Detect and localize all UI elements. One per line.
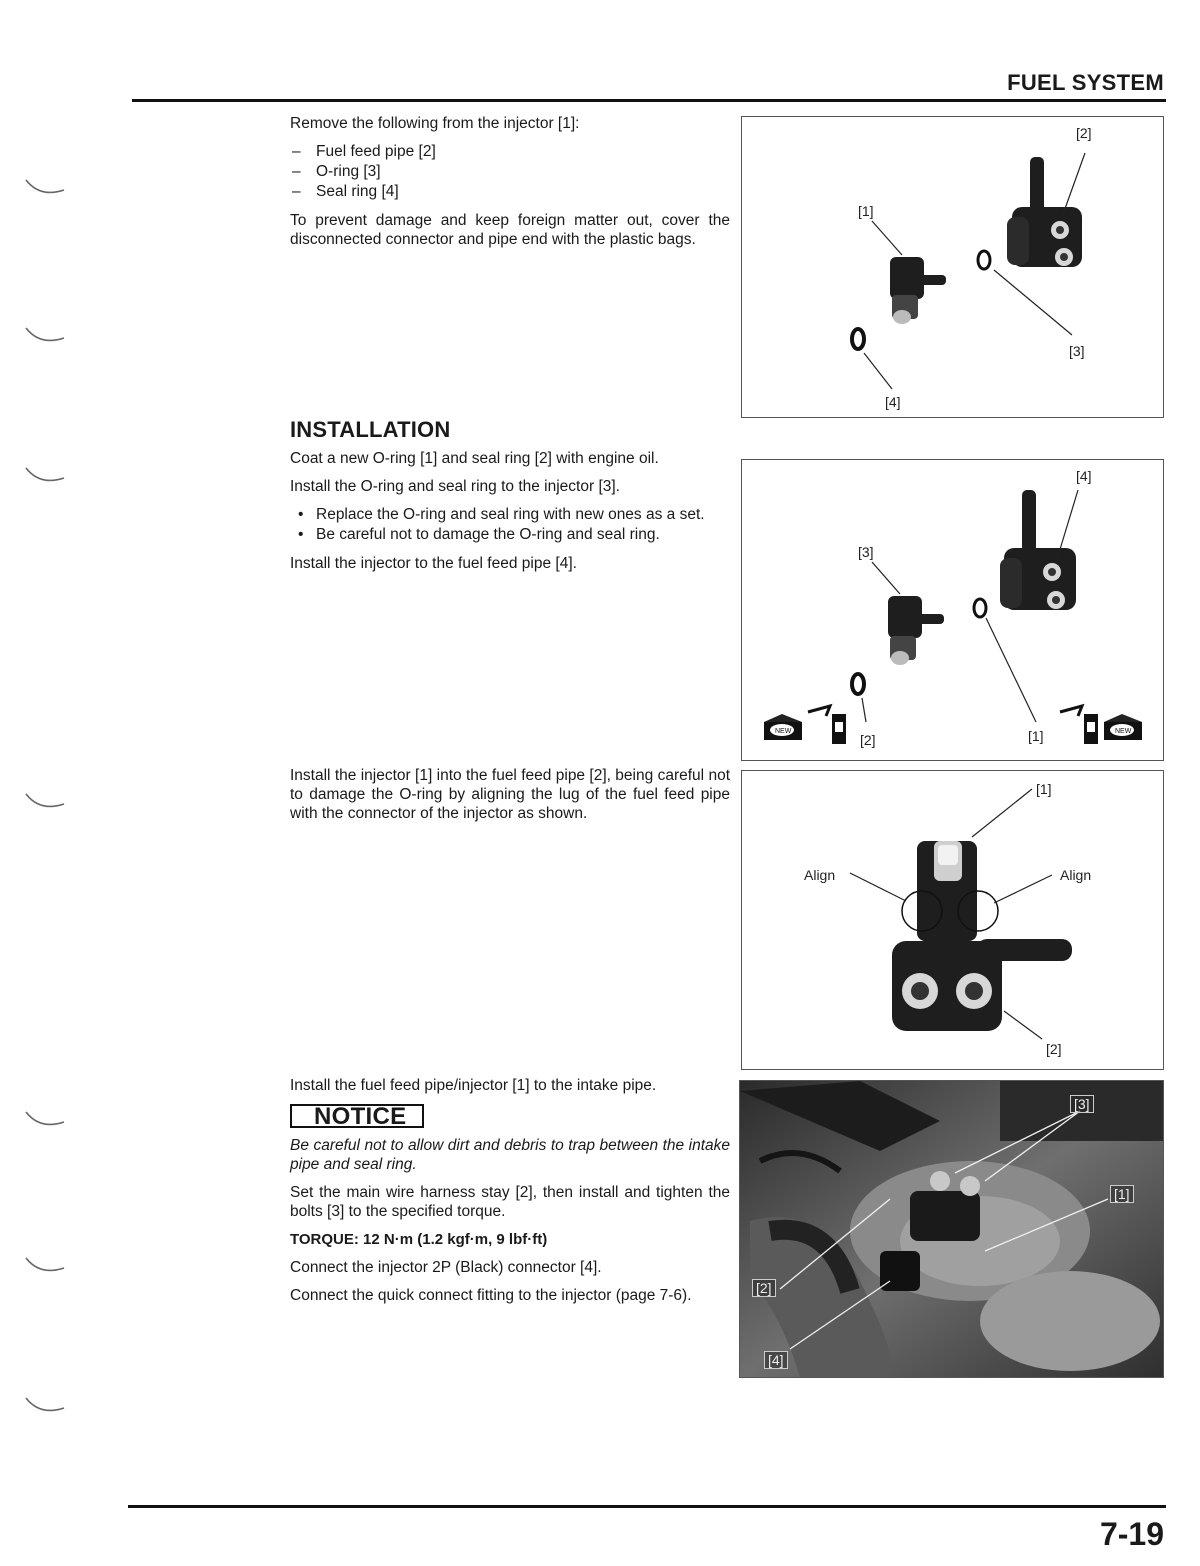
callout-label: [1] bbox=[1036, 781, 1052, 797]
binder-mark bbox=[22, 1396, 68, 1412]
callout-label: [2] bbox=[860, 732, 876, 748]
list-item: – Fuel feed pipe [2] bbox=[290, 142, 730, 161]
engine-photo-illustration bbox=[740, 1081, 1163, 1377]
align-injector-illustration bbox=[742, 771, 1163, 1069]
list-item: • Be careful not to damage the O-ring and seal ring. bbox=[290, 525, 730, 544]
new-part-icon bbox=[1104, 714, 1142, 740]
binder-mark bbox=[22, 466, 68, 482]
footer-rule bbox=[128, 1505, 1166, 1508]
figure-injector-removal bbox=[741, 116, 1164, 418]
callout-label: [3] bbox=[858, 544, 874, 560]
installation-step: Connect the injector 2P (Black) connector [4]. bbox=[290, 1259, 602, 1276]
removal-text-block bbox=[290, 114, 730, 258]
intake-install-text-block bbox=[290, 1076, 730, 1314]
installation-step: Install the injector [1] into the fuel feed pipe [2], being careful not to damage the O-ring by aligning the lug of the fuel feed pipe with the connector of the injector as shown. bbox=[290, 767, 730, 822]
new-badge-text: NEW bbox=[1115, 728, 1132, 735]
installation-step: Coat a new O-ring [1] and seal ring [2] with engine oil. bbox=[290, 450, 659, 467]
callout-label: [2] bbox=[1046, 1041, 1062, 1057]
oil-can-icon bbox=[1060, 706, 1098, 744]
list-item: – Seal ring [4] bbox=[290, 182, 730, 201]
removal-note: To prevent damage and keep foreign matter out, cover the disconnected connector and pipe end with the plastic bags. bbox=[290, 212, 730, 248]
callout-label: [3] bbox=[1069, 343, 1085, 359]
injector-removal-illustration bbox=[742, 117, 1163, 417]
list-item: • Replace the O-ring and seal ring with new ones as a set. bbox=[290, 505, 730, 524]
installation-heading: INSTALLATION bbox=[290, 417, 451, 442]
binder-mark bbox=[22, 326, 68, 342]
callout-label: [4] bbox=[1076, 468, 1092, 484]
installation-step: Install the O-ring and seal ring to the injector [3]. bbox=[290, 478, 620, 495]
oring-install-illustration bbox=[742, 460, 1163, 760]
new-part-icon bbox=[764, 714, 802, 740]
binder-mark bbox=[22, 1110, 68, 1126]
callout-label: [4] bbox=[885, 394, 901, 410]
binder-mark bbox=[22, 178, 68, 194]
installation-bullets bbox=[290, 505, 730, 544]
removal-intro: Remove the following from the injector [1]: bbox=[290, 115, 580, 132]
photo-intake-installation bbox=[739, 1080, 1164, 1378]
figure-oring-seal-install bbox=[741, 459, 1164, 761]
installation-step: Install the injector to the fuel feed pipe [4]. bbox=[290, 555, 577, 572]
installation-step: Install the fuel feed pipe/injector [1] to the intake pipe. bbox=[290, 1077, 657, 1094]
new-badge-text: NEW bbox=[775, 728, 792, 735]
align-text-block bbox=[290, 766, 730, 832]
callout-label: [3] bbox=[1070, 1095, 1094, 1113]
page-number: 7-19 bbox=[1099, 1516, 1164, 1552]
section-title: FUEL SYSTEM bbox=[1007, 70, 1164, 95]
notice-label: NOTICE bbox=[290, 1104, 424, 1128]
callout-label: [2] bbox=[1076, 125, 1092, 141]
figure-align-injector bbox=[741, 770, 1164, 1070]
list-item: – O-ring [3] bbox=[290, 162, 730, 181]
installation-step: Connect the quick connect fitting to the injector (page 7-6). bbox=[290, 1287, 692, 1304]
align-label: Align bbox=[1060, 867, 1092, 883]
callout-label: [1] bbox=[1110, 1185, 1134, 1203]
torque-spec: TORQUE: 12 N·m (1.2 kgf·m, 9 lbf·ft) bbox=[290, 1231, 548, 1248]
callout-label: [1] bbox=[1028, 728, 1044, 744]
header-rule bbox=[132, 99, 1166, 102]
notice-text: Be careful not to allow dirt and debris to trap between the intake pipe and seal ring. bbox=[290, 1137, 730, 1173]
callout-label: [1] bbox=[858, 203, 874, 219]
installation-step: Set the main wire harness stay [2], then install and tighten the bolts [3] to the specified torque. bbox=[290, 1184, 730, 1220]
removal-list bbox=[290, 142, 730, 201]
align-label: Align bbox=[804, 867, 836, 883]
installation-text-block bbox=[290, 417, 730, 582]
oil-can-icon bbox=[808, 706, 846, 744]
binder-mark bbox=[22, 792, 68, 808]
binder-mark bbox=[22, 1256, 68, 1272]
callout-label: [4] bbox=[764, 1351, 788, 1369]
callout-label: [2] bbox=[752, 1279, 776, 1297]
